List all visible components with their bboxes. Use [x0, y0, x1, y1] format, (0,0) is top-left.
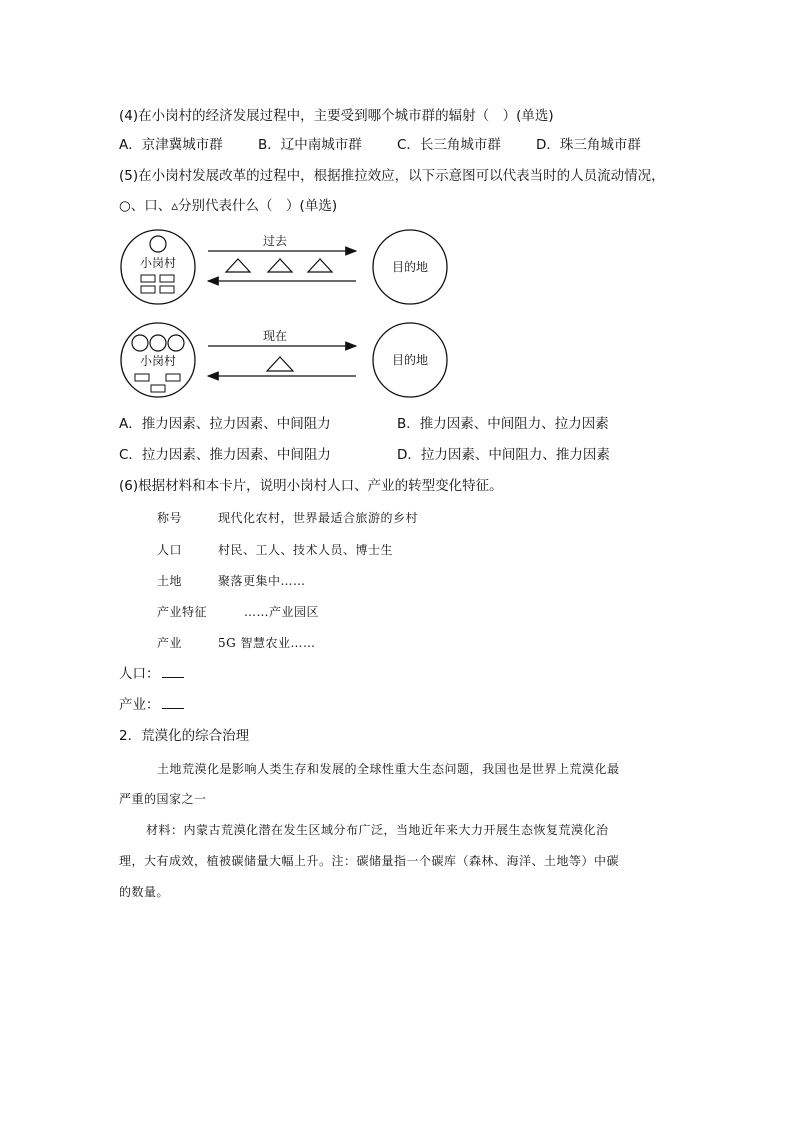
- answer-population-blank[interactable]: [162, 665, 184, 678]
- past-destination-circle: [373, 230, 447, 304]
- q4-option-a: A．京津冀城市群: [119, 137, 223, 153]
- past-square-symbol-1: [141, 275, 155, 282]
- present-destination-label: 目的地: [391, 353, 429, 367]
- past-square-symbol-3: [141, 286, 155, 293]
- q6-stem: (6)根据材料和本卡片，说明小岗村人口、产业的转型变化特征。: [119, 478, 503, 494]
- present-square-symbol-1: [135, 374, 149, 381]
- card-key-title: 称号: [157, 511, 183, 525]
- q5-stem-line2: ○、口、▵分别代表什么（ ）(单选): [119, 198, 338, 214]
- section2-para2-line3: 的数量。: [119, 885, 170, 899]
- q4-option-b: B．辽中南城市群: [258, 137, 362, 153]
- present-label: 现在: [262, 329, 288, 343]
- section2-title: 2．荒漠化的综合治理: [119, 728, 250, 744]
- section2-para1-line2: 严重的国家之一: [119, 792, 207, 806]
- past-village-label: 小岗村: [139, 256, 177, 270]
- past-village-circle: [121, 230, 195, 304]
- q5-option-c: C．拉力因素、推力因素、中间阻力: [119, 447, 331, 463]
- q4-option-c: C．长三角城市群: [397, 137, 501, 153]
- present-circle-symbol-1: [132, 335, 148, 351]
- card-value-industry: 5G 智慧农业……: [218, 636, 316, 650]
- present-village-circle: [121, 323, 195, 397]
- present-triangle-symbol: [267, 357, 293, 371]
- card-value-population: 村民、工人、技术人员、博士生: [218, 543, 394, 557]
- past-destination-label: 目的地: [391, 260, 429, 274]
- card-key-population: 人口: [157, 543, 183, 557]
- section2-para2-line2: 理，大有成效，植被碳储量大幅上升。注：碳储量指一个碳库（森林、海洋、土地等）中碳: [119, 854, 620, 868]
- present-village-label: 小岗村: [139, 354, 177, 368]
- section2-para2-line1: 材料：内蒙古荒漠化潜在发生区域分布广泛，当地近年来大力开展生态恢复荒漠化治: [146, 823, 609, 837]
- answer-industry-blank[interactable]: [162, 696, 184, 709]
- card-key-industry-feature: 产业特征: [157, 605, 208, 619]
- q4-option-d: D．珠三角城市群: [536, 137, 641, 153]
- q5-option-d: D．拉力因素、中间阻力、推力因素: [397, 447, 610, 463]
- past-label: 过去: [262, 234, 288, 248]
- q5-option-b: B．推力因素、中间阻力、拉力因素: [397, 416, 609, 432]
- past-circle-symbol: [150, 236, 166, 252]
- card-value-industry-feature: ……产业园区: [244, 605, 320, 619]
- present-circle-symbol-2: [150, 335, 166, 351]
- card-key-land: 土地: [157, 574, 183, 588]
- past-triangle-symbol-2: [268, 259, 292, 272]
- push-pull-diagram: [0, 225, 794, 425]
- q5-option-a: A．推力因素、拉力因素、中间阻力: [119, 416, 331, 432]
- q4-stem: (4)在小岗村的经济发展过程中，主要受到哪个城市群的辐射（ ）(单选): [119, 108, 554, 124]
- past-square-symbol-2: [160, 275, 174, 282]
- card-value-land: 聚落更集中……: [218, 574, 306, 588]
- answer-industry-label: 产业：: [119, 697, 160, 713]
- answer-population-label: 人口：: [119, 666, 160, 682]
- q5-stem-line1: (5)在小岗村发展改革的过程中，根据推拉效应，以下示意图可以代表当时的人员流动情况，: [119, 168, 665, 184]
- past-triangle-symbol-3: [308, 259, 332, 272]
- past-triangle-symbol-1: [226, 259, 250, 272]
- present-square-symbol-3: [151, 385, 165, 392]
- present-circle-symbol-3: [168, 335, 184, 351]
- present-square-symbol-2: [166, 374, 180, 381]
- answer-population: [119, 665, 184, 683]
- present-destination-circle: [373, 323, 447, 397]
- past-square-symbol-4: [160, 286, 174, 293]
- section2-para1-line1: 土地荒漠化是影响人类生存和发展的全球性重大生态问题，我国也是世界上荒漠化最: [157, 762, 620, 776]
- card-value-title: 现代化农村，世界最适合旅游的乡村: [218, 511, 419, 525]
- answer-industry: [119, 696, 184, 714]
- card-key-industry: 产业: [157, 636, 183, 650]
